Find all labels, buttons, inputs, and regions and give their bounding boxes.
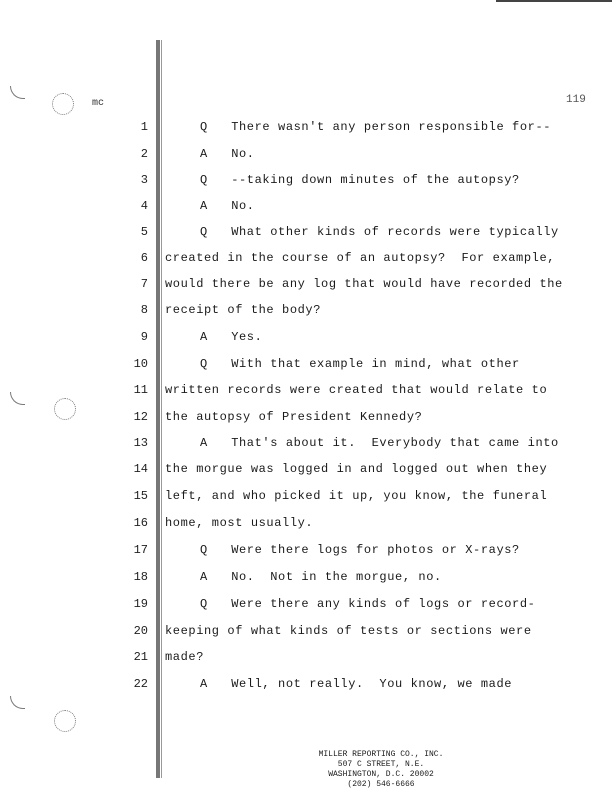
footer-city: WASHINGTON, D.C. 20002	[328, 770, 434, 779]
line-number: 13	[133, 436, 148, 450]
line-number: 10	[133, 357, 148, 371]
margin-bar	[156, 40, 160, 778]
transcript-line: Q There wasn't any person responsible for--	[200, 120, 552, 134]
line-number: 6	[140, 251, 148, 265]
line-number: 16	[133, 516, 148, 530]
transcript-line: the autopsy of President Kennedy?	[165, 410, 423, 424]
transcript-line: would there be any log that would have recorded the	[165, 277, 563, 291]
reporter-initials: mc	[92, 98, 105, 109]
line-number: 7	[140, 277, 148, 291]
binder-hole-arc-bottom	[10, 696, 25, 709]
binder-hole-middle	[54, 398, 76, 420]
transcript-line: Q Were there any kinds of logs or record-	[200, 597, 536, 611]
transcript-line: Q Were there logs for photos or X-rays?	[200, 543, 520, 557]
transcript-line: A That's about it. Everybody that came into	[200, 436, 559, 450]
binder-hole-arc-top	[10, 86, 25, 99]
line-number: 20	[133, 624, 148, 638]
transcript-line: left, and who picked it up, you know, the funeral	[165, 489, 548, 503]
transcript-line: home, most usually.	[165, 516, 314, 530]
line-number: 5	[140, 225, 148, 239]
transcript-line: made?	[165, 650, 205, 664]
top-rule	[496, 0, 612, 2]
transcript-line: A Yes.	[200, 330, 263, 344]
line-number: 12	[133, 410, 148, 424]
line-number: 14	[133, 462, 148, 476]
page-number: 119	[566, 94, 586, 106]
transcript-line: A No. Not in the morgue, no.	[200, 570, 442, 584]
transcript-line: keeping of what kinds of tests or sections were	[165, 624, 532, 638]
binder-hole-arc-middle	[10, 392, 25, 405]
line-number: 11	[133, 383, 148, 397]
transcript-line: created in the course of an autopsy? For example,	[165, 251, 556, 265]
transcript-line: Q What other kinds of records were typically	[200, 225, 559, 239]
line-number: 22	[133, 677, 148, 691]
line-number: 19	[133, 597, 148, 611]
footer-company: MILLER REPORTING CO., INC.	[318, 750, 444, 759]
footer-street: 507 C STREET, N.E.	[337, 760, 425, 769]
line-number: 18	[133, 570, 148, 584]
transcript-line: A Well, not really. You know, we made	[200, 677, 513, 691]
line-number: 9	[140, 330, 148, 344]
line-number: 3	[140, 173, 148, 187]
transcript-line: written records were created that would relate to	[165, 383, 548, 397]
line-number: 2	[140, 147, 148, 161]
transcript-line: receipt of the body?	[165, 303, 322, 317]
transcript-line: the morgue was logged in and logged out when they	[165, 462, 548, 476]
footer-phone: (202) 546-6666	[347, 780, 415, 789]
line-number: 1	[140, 120, 148, 134]
margin-bar-inner	[161, 40, 162, 778]
line-number: 21	[133, 650, 148, 664]
transcript-line: Q With that example in mind, what other	[200, 357, 520, 371]
line-number: 8	[140, 303, 148, 317]
transcript-line: A No.	[200, 199, 255, 213]
reporting-company-footer	[0, 750, 612, 790]
binder-hole-top	[52, 93, 74, 115]
line-number: 4	[140, 199, 148, 213]
line-number: 17	[133, 543, 148, 557]
transcript-line: Q --taking down minutes of the autopsy?	[200, 173, 520, 187]
binder-hole-bottom	[54, 710, 76, 732]
transcript-line: A No.	[200, 147, 255, 161]
line-number: 15	[133, 489, 148, 503]
